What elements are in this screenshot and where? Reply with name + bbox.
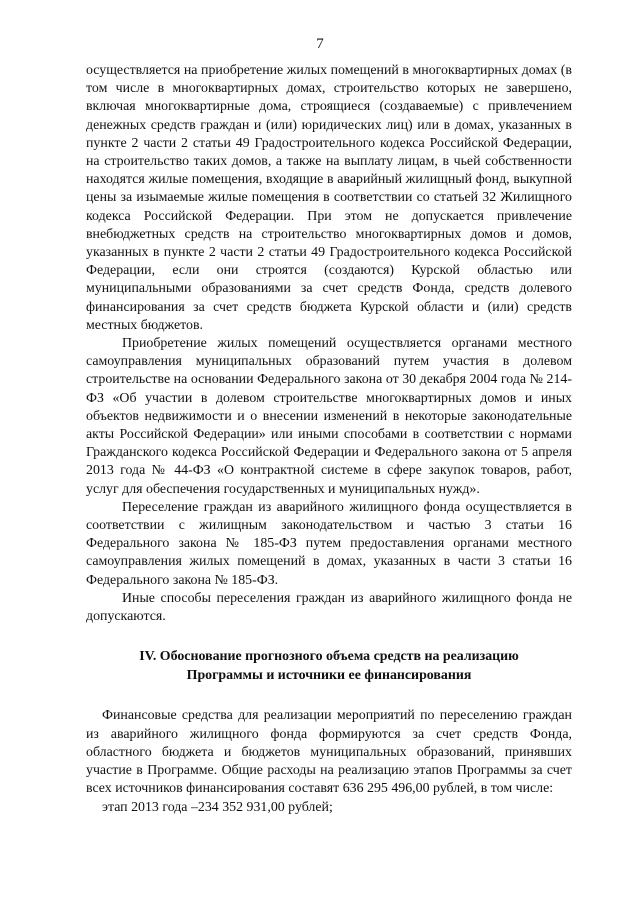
paragraph-other-methods: Иные способы переселения граждан из аварийного жилищного фонда не допускаются. — [86, 590, 572, 625]
stage-2013-amount: этап 2013 года –234 352 931,00 рублей; — [102, 799, 333, 815]
section-heading — [86, 648, 572, 685]
paragraph-acquisition: Приобретение жилых помещений осуществляется органами местного самоуправления муниципальных образований путем участия в долевом строительстве на основании Федерального закона от 30 декабря 2004 года № 214-ФЗ «Об участии в долевом строительстве многоквартирных домов и иных объектов недвижимости и о внесении изменений в некоторые законодательные акты Российской Федерации» или иными способами в соответствии с нормами Гражданского кодекса Российской Федерации и Федерального закона от 5 апреля 2013 года № 44-ФЗ «О контрактной системе в сфере закупок товаров, работ, услуг для обеспечения государственных и муниципальных нужд». — [86, 336, 572, 497]
section-heading-line-2: Программы и источники ее финансирования — [186, 667, 472, 683]
page-number: 7 — [316, 36, 324, 52]
section-heading-line-1: IV. Обоснование прогнозного объема средств на реализацию — [139, 649, 519, 665]
paragraph-financing: Финансовые средства для реализации мероприятий по переселению граждан из аварийного жилищного фонда формируются за счет средств Фонда, областного бюджета и бюджетов муниципальных образований, принявших участие в Программе. Общие расходы на реализацию этапов Программы за счет всех источников финансирования составят 636 295 496,00 рублей, в том числе: — [86, 708, 572, 797]
paragraph-resettlement: Переселение граждан из аварийного жилищного фонда осуществляется в соответствии с жилищным законодательством и частью 3 статьи 16 Федерального закона № 185-ФЗ путем предоставления органами местного самоуправления жилых помещений в домах, указанных в части 3 статьи 16 Федерального закона № 185-ФЗ. — [86, 499, 572, 588]
document-body — [86, 62, 572, 817]
paragraph-relocation-methods: осуществляется на приобретение жилых помещений в многоквартирных домах (в том числе в многоквартирных домах, строительство которых не завершено, включая многоквартирные дома, строящиеся (создаваемые) с привлечением денежных средств граждан и (или) юридических лиц) или в домах, указанных в пункте 2 части 2 статьи 49 Градостроительного кодекса Российской Федерации, на строительство таких домов, а также на выплату лицам, в чьей собственности находятся жилые помещения, входящие в аварийный жилищный фонд, выкупной цены за изымаемые жилые помещения в соответствии со статьей 32 Жилищного кодекса Российской Федерации. При этом не допускается привлечение внебюджетных средств на строительство многоквартирных домов и домов, указанных в пункте 2 части 2 статьи 49 Градостроительного кодекса Российской Федерации, если они строятся (создаются) Курской областью или муниципальными образованиями за счет средств Фонда, средств долевого финансирования за счет средств бюджета Курской области и (или) средств местных бюджетов. — [86, 63, 572, 333]
